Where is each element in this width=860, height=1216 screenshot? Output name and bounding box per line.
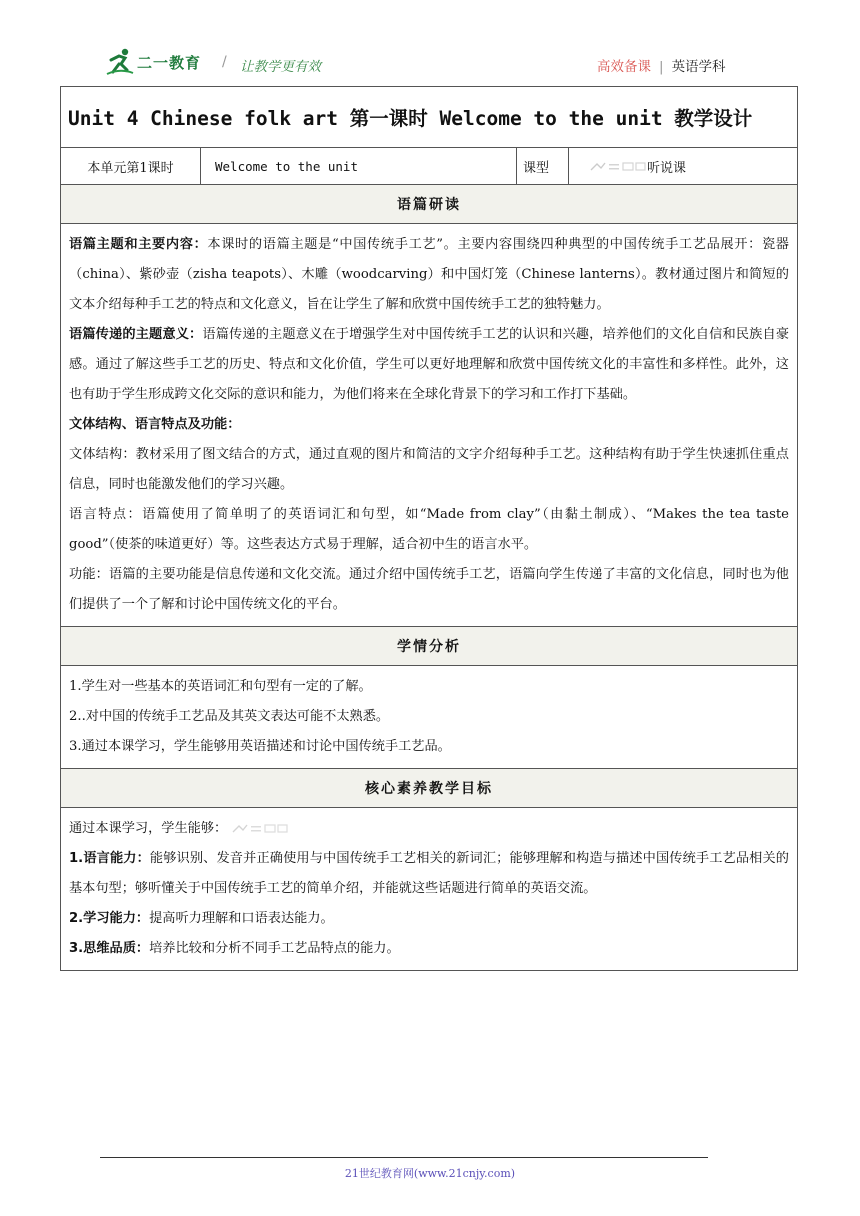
- section-body-goals: [61, 808, 797, 970]
- header-subject: [597, 55, 726, 75]
- lesson-type-value: 听说课: [647, 160, 687, 176]
- slogan-divider: /: [222, 54, 227, 70]
- goal-learning: [69, 904, 789, 934]
- goals-intro: [69, 814, 789, 844]
- goals-intro-text: 通过本课学习，学生能够：: [69, 821, 228, 836]
- lesson-number: 本单元第1课时: [61, 148, 201, 184]
- slogan: 让教学更有效: [240, 59, 321, 75]
- logo-text: 二一教育: [137, 54, 202, 72]
- watermark-logo-icon: [231, 822, 289, 835]
- goal-text: 培养比较和分析不同手工艺品特点的能力。: [149, 941, 400, 956]
- header-tag-prep: 高效备课: [597, 59, 651, 75]
- goal-label: 2.学习能力：: [69, 911, 150, 926]
- goal-text: 能够识别、发音并正确使用与中国传统手工艺相关的新词汇；能够理解和构造与描述中国传统手工艺品相关的基本句型；够听懂关于中国传统手工艺的简单介绍，并能就这些话题进行简单的英语交流。: [69, 851, 789, 896]
- section-body-analysis: [61, 666, 797, 769]
- running-figure-logo-icon: [105, 46, 135, 76]
- analysis-item: 3.通过本课学习，学生能够用英语描述和讨论中国传统手工艺品。: [69, 739, 451, 754]
- header-tag-subject: 英语学科: [671, 59, 726, 75]
- lesson-plan-table: [60, 86, 798, 971]
- footer-divider: [100, 1157, 708, 1158]
- paragraph-text: 语篇传递的主题意义在于增强学生对中国传统手工艺的认识和兴趣，培养他们的文化自信和民族自豪感。通过了解这些手工艺的历史、特点和文化价值，学生可以更好地理解和欣赏中国传统文化的丰富性和多样性。此外，这也有助于学生形成跨文化交际的意识和能力，为他们将来在全球化背景下的学习和工作打下基础。: [69, 327, 790, 402]
- section-body-reading: [61, 224, 797, 627]
- section-heading-reading: 语篇研读: [61, 185, 797, 224]
- watermark-logo-icon: [589, 160, 647, 173]
- page-header: [0, 0, 860, 80]
- lesson-type-cell: [569, 148, 797, 184]
- reading-paragraph-function: 功能：语篇的主要功能是信息传递和文化交流。通过介绍中国传统手工艺，语篇向学生传递了丰富的文化信息，同时也为他们提供了一个了解和讨论中国传统文化的平台。: [69, 567, 789, 612]
- meta-row: [61, 148, 797, 185]
- document-title: Unit 4 Chinese folk art 第一课时 Welcome to the unit 教学设计: [68, 107, 753, 130]
- paragraph-text: 本课时的语篇主题是“中国传统手工艺”。主要内容围绕四种典型的中国传统手工艺品展开：瓷器（china）、紫砂壶（zisha teapots）、木雕（woodcarving）和中国灯笼（Chinese lanterns）。教材通过图片和简短的文本介绍每种手工艺的特点和文化意义，旨在让学生了解和欣赏中国传统手工艺的独特魅力。: [69, 237, 789, 312]
- lesson-type-label: 课型: [517, 148, 569, 184]
- reading-paragraph-structure-heading: [69, 410, 789, 440]
- header-separator: |: [659, 59, 664, 75]
- lesson-topic: Welcome to the unit: [201, 148, 517, 184]
- footer-source: 21世纪教育网(www.21cnjy.com): [344, 1167, 516, 1180]
- analysis-item: 2..对中国的传统手工艺品及其英文表达可能不太熟悉。: [69, 709, 390, 724]
- section-heading-goals: 核心素养教学目标: [61, 769, 797, 808]
- goal-text: 提高听力理解和口语表达能力。: [149, 911, 334, 926]
- title-row: [61, 87, 797, 148]
- goal-language: [69, 844, 789, 904]
- reading-paragraph-topic: [69, 230, 789, 320]
- paragraph-label: 语篇主题和主要内容：: [69, 237, 208, 252]
- reading-paragraph-meaning: [69, 320, 789, 410]
- goal-label: 1.语言能力：: [69, 851, 150, 866]
- paragraph-label: 文体结构、语言特点及功能：: [69, 417, 241, 432]
- goal-label: 3.思维品质：: [69, 941, 150, 956]
- analysis-item: 1.学生对一些基本的英语词汇和句型有一定的了解。: [69, 679, 372, 694]
- paragraph-label: 语篇传递的主题意义：: [69, 327, 203, 342]
- reading-paragraph-structure: 文体结构：教材采用了图文结合的方式，通过直观的图片和简洁的文字介绍每种手工艺。这种结构有助于学生快速抓住重点信息，同时也能激发他们的学习兴趣。: [69, 447, 789, 492]
- reading-paragraph-language: 语言特点：语篇使用了简单明了的英语词汇和句型，如“Made from clay”（由黏土制成）、“Makes the tea taste good”（使茶的味道更好）等。这些表达方式易于理解，适合初中生的语言水平。: [69, 507, 789, 552]
- goal-thinking: [69, 934, 789, 964]
- section-heading-analysis: 学情分析: [61, 627, 797, 666]
